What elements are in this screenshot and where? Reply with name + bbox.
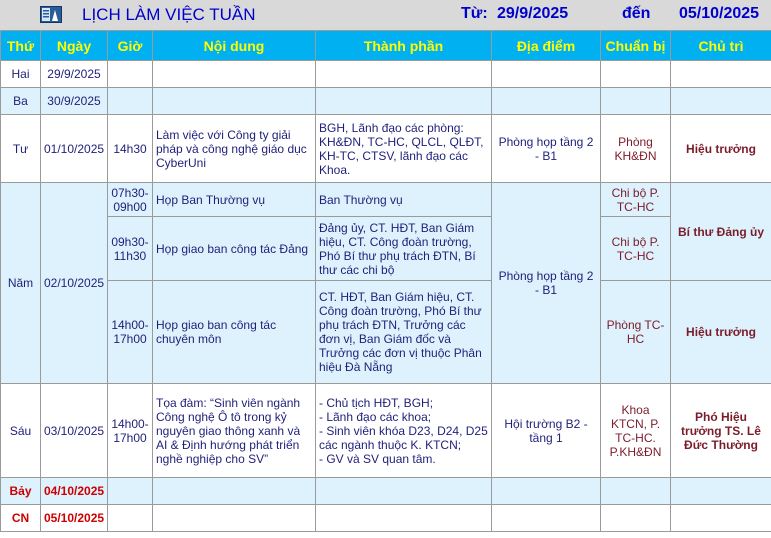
col-header-prep: Chuẩn bị: [601, 31, 671, 61]
location-cell: [492, 88, 601, 115]
date-cell: 02/10/2025: [41, 183, 108, 384]
to-label: đến: [622, 5, 651, 22]
content-cell: [153, 478, 316, 505]
location-cell: Phòng họp tầng 2 - B1: [492, 115, 601, 183]
day-cell: Sáu: [1, 384, 41, 478]
chair-cell: Hiệu trưởng: [671, 115, 771, 183]
to-date: 05/10/2025: [679, 5, 760, 22]
content-cell: Tọa đàm: “Sinh viên ngành Công nghệ Ô tô trong kỷ nguyên giao thông xanh và AI & Định hướng phát triển nghề nghiệp cho SV”: [153, 384, 316, 478]
table-row: [1, 281, 771, 384]
from-label: Từ:: [461, 5, 488, 22]
day-cell: Bảy: [1, 478, 41, 505]
participants-cell: CT. HĐT, Ban Giám hiệu, CT. Công đoàn trường, Phó Bí thư phụ trách ĐTN, Trưởng các đơn vị, Ban Giám đốc và Trưởng các đơn vị thuộc Phân hiệu Đà Nẵng: [316, 281, 492, 384]
prep-cell: [601, 61, 671, 88]
location-cell: [492, 505, 601, 532]
chair-cell: Bí thư Đảng ủy: [671, 183, 771, 281]
participants-cell: [316, 88, 492, 115]
col-header-participants: Thành phần: [316, 31, 492, 61]
time-cell: 07h30-09h00: [108, 183, 153, 217]
table-row: [1, 61, 771, 88]
date-cell: 01/10/2025: [41, 115, 108, 183]
table-row: [1, 115, 771, 183]
table-row: [1, 183, 771, 217]
participants-cell: Đảng ủy, CT. HĐT, Ban Giám hiệu, CT. Công đoàn trường, Phó Bí thư phụ trách ĐTN, Bí thư các chi bộ: [316, 217, 492, 281]
chair-cell: [671, 505, 771, 532]
schedule-table: [0, 30, 771, 532]
day-cell: Hai: [1, 61, 41, 88]
time-cell: [108, 478, 153, 505]
location-cell: [492, 478, 601, 505]
content-cell: [153, 61, 316, 88]
participants-cell: BGH, Lãnh đạo các phòng: KH&ĐN, TC-HC, QLCL, QLĐT, KH-TC, CTSV, lãnh đạo các Khoa.: [316, 115, 492, 183]
col-header-date: Ngày: [41, 31, 108, 61]
table-row: [1, 88, 771, 115]
table-row: [1, 217, 771, 281]
day-cell: Ba: [1, 88, 41, 115]
prep-cell: Chi bộ P. TC-HC: [601, 183, 671, 217]
time-cell: 09h30-11h30: [108, 217, 153, 281]
title-bar: [0, 0, 771, 31]
chair-cell: [671, 478, 771, 505]
content-cell: Họp giao ban công tác chuyên môn: [153, 281, 316, 384]
table-row: [1, 478, 771, 505]
date-cell: 30/9/2025: [41, 88, 108, 115]
chair-cell: [671, 61, 771, 88]
spreadsheet-logo-icon: [40, 6, 62, 23]
content-cell: [153, 88, 316, 115]
col-header-content: Nội dung: [153, 31, 316, 61]
content-cell: [153, 505, 316, 532]
participants-cell: [316, 478, 492, 505]
location-cell: Hội trường B2 - tầng 1: [492, 384, 601, 478]
prep-cell: Phòng TC-HC: [601, 281, 671, 384]
time-cell: [108, 88, 153, 115]
from-date: 29/9/2025: [497, 5, 569, 22]
content-cell: Họp Ban Thường vụ: [153, 183, 316, 217]
content-cell: Họp giao ban công tác Đảng: [153, 217, 316, 281]
participants-cell: Ban Thường vụ: [316, 183, 492, 217]
col-header-time: Giờ: [108, 31, 153, 61]
table-row: [1, 505, 771, 532]
time-cell: 14h30: [108, 115, 153, 183]
header-row: [1, 31, 771, 61]
prep-cell: Khoa KTCN, P. TC-HC. P.KH&ĐN: [601, 384, 671, 478]
location-cell: [492, 61, 601, 88]
location-cell: Phòng họp tầng 2 - B1: [492, 183, 601, 384]
chair-cell: [671, 88, 771, 115]
date-cell: 29/9/2025: [41, 61, 108, 88]
col-header-location: Địa điểm: [492, 31, 601, 61]
time-cell: 14h00-17h00: [108, 384, 153, 478]
table-row: [1, 384, 771, 478]
time-cell: 14h00-17h00: [108, 281, 153, 384]
time-cell: [108, 505, 153, 532]
date-cell: 04/10/2025: [41, 478, 108, 505]
col-header-day: Thứ: [1, 31, 41, 61]
date-cell: 03/10/2025: [41, 384, 108, 478]
participants-cell: - Chủ tịch HĐT, BGH; - Lãnh đạo các khoa; - Sinh viên khóa D23, D24, D25 các ngành thuộc K. KTCN; - GV và SV quan tâm.: [316, 384, 492, 478]
day-cell: Năm: [1, 183, 41, 384]
prep-cell: [601, 505, 671, 532]
col-header-chair: Chủ trì: [671, 31, 771, 61]
participants-cell: [316, 505, 492, 532]
prep-cell: Phòng KH&ĐN: [601, 115, 671, 183]
chair-cell: Phó Hiệu trưởng TS. Lê Đức Thường: [671, 384, 771, 478]
chair-cell: Hiệu trưởng: [671, 281, 771, 384]
participants-cell: [316, 61, 492, 88]
page-title: LỊCH LÀM VIỆC TUẦN: [82, 5, 256, 24]
prep-cell: Chi bộ P. TC-HC: [601, 217, 671, 281]
prep-cell: [601, 478, 671, 505]
day-cell: CN: [1, 505, 41, 532]
day-cell: Tư: [1, 115, 41, 183]
time-cell: [108, 61, 153, 88]
content-cell: Làm việc với Công ty giải pháp và công nghệ giáo dục CyberUni: [153, 115, 316, 183]
date-cell: 05/10/2025: [41, 505, 108, 532]
prep-cell: [601, 88, 671, 115]
